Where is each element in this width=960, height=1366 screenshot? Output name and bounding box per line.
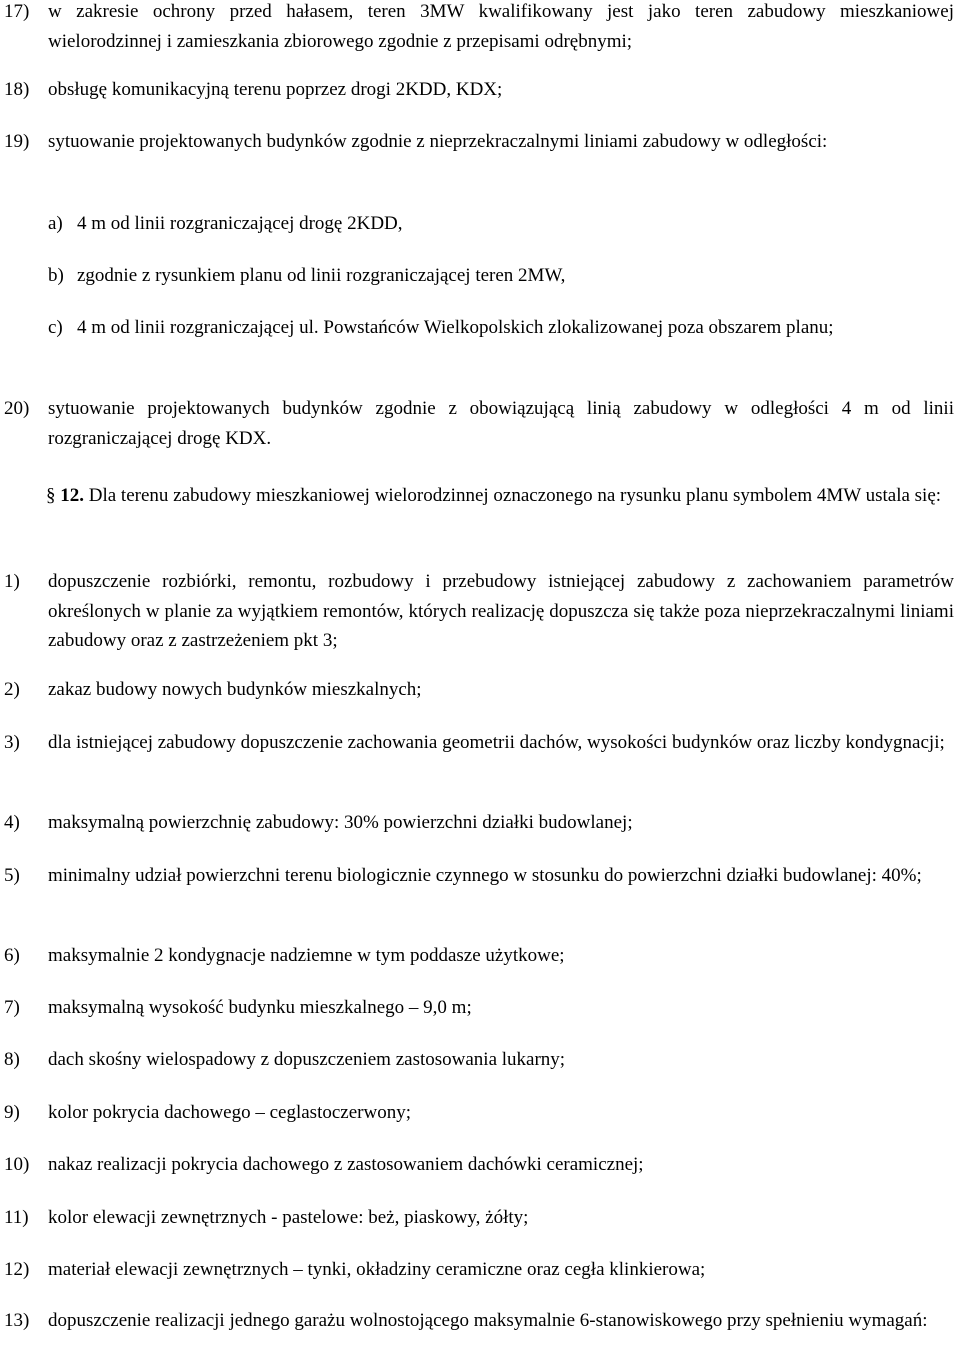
item-number: 9) (4, 1102, 20, 1123)
item-text: dopuszczenie realizacji jednego garażu wolnostojącego maksymalnie 6-stanowiskowego przy spełnieniu wymagań: (48, 1310, 928, 1331)
list-item-8 (0, 1045, 954, 1075)
item-text: nakaz realizacji pokrycia dachowego z zastosowaniem dachówki ceramicznej; (48, 1154, 644, 1175)
list-item-6 (0, 941, 954, 971)
item-text: zgodnie z rysunkiem planu od linii rozgraniczającej teren 2MW, (77, 265, 566, 286)
item-number: 13) (4, 1310, 30, 1331)
list-item-9 (0, 1098, 954, 1128)
item-number: 17) (4, 1, 30, 22)
paragraph-12 (8, 481, 954, 510)
item-number: 19) (4, 131, 30, 152)
item-number: 10) (4, 1154, 30, 1175)
item-number: 6) (4, 945, 20, 966)
item-text: minimalny udział powierzchni terenu biologicznie czynnego w stosunku do powierzchni działki budowlanej: 40%; (48, 865, 922, 886)
item-text: kolor pokrycia dachowego – ceglastoczerwony; (48, 1102, 411, 1123)
item-number: 3) (4, 732, 20, 753)
item-text: sytuowanie projektowanych budynków zgodnie z nieprzekraczalnymi liniami zabudowy w odległości: (48, 131, 828, 152)
item-text: dopuszczenie rozbiórki, remontu, rozbudowy i przebudowy istniejącej zabudowy z zachowaniem parametrów określonych w planie za wyjątkiem remontów, których realizację dopuszcza się także poza nieprzekraczalnymi liniami zabudowy oraz z zastrzeżeniem pkt 3; (48, 571, 954, 651)
item-text: 4 m od linii rozgraniczającej ul. Powstańców Wielkopolskich zlokalizowanej poza obszarem planu; (77, 317, 834, 338)
list-item-13 (0, 1306, 954, 1336)
sub-item-c (0, 313, 954, 343)
item-text: maksymalnie 2 kondygnacje nadziemne w tym poddasze użytkowe; (48, 945, 565, 966)
item-number: c) (48, 317, 63, 338)
section-mark: § (46, 485, 56, 506)
item-number: 7) (4, 997, 20, 1018)
list-item-5 (0, 861, 954, 891)
list-item-2 (0, 675, 954, 705)
sub-item-b (0, 261, 954, 291)
paragraph-text: Dla terenu zabudowy mieszkaniowej wielorodzinnej oznaczonego na rysunku planu symbolem 4MW ustala się: (88, 485, 942, 506)
list-item-10 (0, 1150, 954, 1180)
sub-item-a (0, 209, 954, 239)
item-text: zakaz budowy nowych budynków mieszkalnych; (48, 679, 422, 700)
list-item-1 (0, 567, 954, 656)
item-text: w zakresie ochrony przed hałasem, teren 3MW kwalifikowany jest jako teren zabudowy mieszkaniowej wielorodzinnej i zamieszkania zbiorowego zgodnie z przepisami odrębnymi; (48, 1, 954, 52)
item-number: 2) (4, 679, 20, 700)
list-item-3 (0, 728, 954, 758)
item-number: a) (48, 213, 63, 234)
list-item-11 (0, 1203, 954, 1233)
item-text: maksymalną powierzchnię zabudowy: 30% powierzchni działki budowlanej; (48, 812, 633, 833)
paragraph-number: 12. (60, 485, 84, 506)
item-number: 20) (4, 398, 30, 419)
item-text: kolor elewacji zewnętrznych - pastelowe: beż, piaskowy, żółty; (48, 1207, 529, 1228)
list-item-18 (0, 75, 954, 105)
list-item-20 (0, 394, 954, 453)
item-text: 4 m od linii rozgraniczającej drogę 2KDD, (77, 213, 403, 234)
item-number: 4) (4, 812, 20, 833)
item-number: b) (48, 265, 64, 286)
item-text: maksymalną wysokość budynku mieszkalnego – 9,0 m; (48, 997, 472, 1018)
list-item-19 (0, 127, 954, 157)
item-text: obsługę komunikacyjną terenu poprzez drogi 2KDD, KDX; (48, 79, 503, 100)
item-text: materiał elewacji zewnętrznych – tynki, okładziny ceramiczne oraz cegła klinkierowa; (48, 1259, 706, 1280)
list-item-4 (0, 808, 954, 838)
list-item-12 (0, 1255, 954, 1285)
item-number: 8) (4, 1049, 20, 1070)
item-text: dla istniejącej zabudowy dopuszczenie zachowania geometrii dachów, wysokości budynków oraz liczby kondygnacji; (48, 732, 945, 753)
list-item-7 (0, 993, 954, 1023)
item-text: sytuowanie projektowanych budynków zgodnie z obowiązującą linią zabudowy w odległości 4 m od linii rozgraniczającej drogę KDX. (48, 398, 954, 449)
item-number: 12) (4, 1259, 30, 1280)
item-text: dach skośny wielospadowy z dopuszczeniem zastosowania lukarny; (48, 1049, 566, 1070)
item-number: 18) (4, 79, 30, 100)
item-number: 11) (4, 1207, 29, 1228)
item-number: 1) (4, 571, 20, 592)
item-number: 5) (4, 865, 20, 886)
list-item-17 (0, 0, 954, 56)
